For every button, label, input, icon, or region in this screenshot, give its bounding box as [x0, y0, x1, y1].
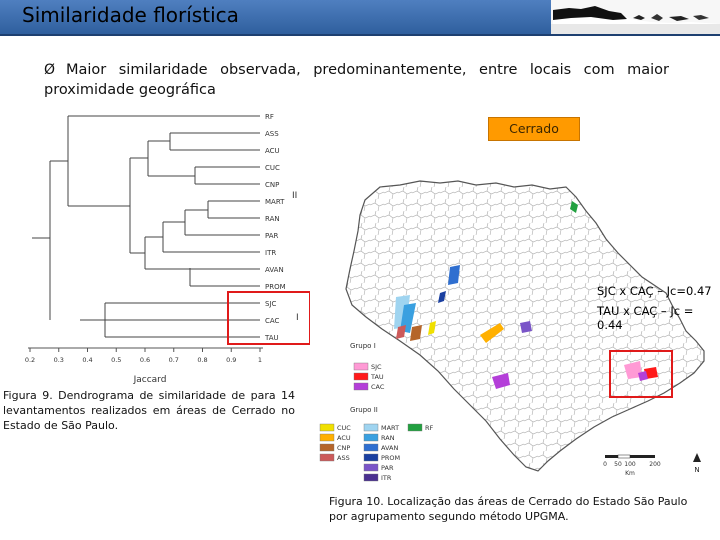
- legend-label-itr: ITR: [381, 474, 392, 482]
- leaf-label-acu: ACU: [265, 147, 280, 155]
- similarity-stat-sjc-cac: SJC x CAÇ – Jc=0.47: [597, 284, 712, 298]
- legend-label-cnp: CNP: [337, 444, 351, 452]
- group-label-ii: II: [292, 191, 298, 201]
- dendrogram-axis-ticks: [25, 348, 262, 364]
- bullet-point: [44, 60, 669, 100]
- legend-swatch-prom: [364, 454, 378, 461]
- legend-swatch-cac: [354, 383, 368, 390]
- axis-tick-label: 0.6: [139, 356, 151, 364]
- header-landscape-photo: [551, 0, 720, 34]
- leaf-label-cuc: CUC: [265, 164, 280, 172]
- scale-tick-label: 50: [614, 461, 622, 468]
- dendrogram-leaf-labels: [264, 113, 286, 342]
- legend-label-sjc: SJC: [371, 363, 382, 371]
- leaf-label-par: PAR: [265, 232, 279, 240]
- leaf-label-ran: RAN: [265, 215, 280, 223]
- leaf-label-mart: MART: [265, 198, 285, 206]
- legend-label-ass: ASS: [337, 454, 350, 462]
- leaf-label-prom: PROM: [265, 283, 286, 291]
- similarity-stat-tau-cac: TAU x CAÇ – Jc = 0.44: [597, 304, 694, 332]
- north-label: N: [694, 466, 700, 474]
- legend-swatch-itr: [364, 474, 378, 481]
- axis-tick-label: 1: [257, 356, 263, 364]
- axis-tick-label: 0.7: [168, 356, 179, 364]
- legend-label-acu: ACU: [337, 434, 351, 442]
- dendrogram-axis-label: Jaccard: [133, 375, 167, 385]
- map-legend: [320, 342, 434, 482]
- legend-label-tau: TAU: [371, 373, 384, 381]
- axis-tick-label: 0.9: [226, 356, 237, 364]
- legend-label-mart: MART: [381, 424, 400, 432]
- axis-tick-label: 0.3: [53, 356, 64, 364]
- legend-swatch-cuc: [320, 424, 334, 431]
- axis-tick-label: 0.5: [111, 356, 122, 364]
- leaf-label-rf: RF: [265, 113, 274, 121]
- leaf-label-cac: CAC: [265, 317, 280, 325]
- scale-tick-label: 0: [603, 461, 607, 468]
- figure-9-caption: Figura 9. Dendrograma de similaridade de para 14 levantamentos realizados em áreas de Cerrado no Estado de São Paulo.: [3, 389, 295, 432]
- legend-swatch-tau: [354, 373, 368, 380]
- legend-label-cac: CAC: [371, 383, 385, 391]
- dendrogram-figure: [20, 108, 310, 388]
- leaf-label-avan: AVAN: [265, 266, 284, 274]
- leaf-label-cnp: CNP: [265, 181, 280, 189]
- north-arrow-icon: [693, 453, 701, 474]
- axis-tick-label: 0.8: [197, 356, 208, 364]
- legend-swatch-mart: [364, 424, 378, 431]
- sao-paulo-map: [300, 115, 720, 490]
- legend-label-rf: RF: [425, 424, 434, 432]
- scale-unit: Km: [625, 470, 635, 477]
- leaf-label-sjc: SJC: [265, 300, 277, 308]
- legend-grupo2-title: Grupo II: [350, 406, 378, 414]
- cerrado-badge: Cerrado: [488, 117, 580, 141]
- legend-swatch-par: [364, 464, 378, 471]
- legend-label-prom: PROM: [381, 454, 401, 462]
- scale-tick-label: 200: [649, 461, 661, 468]
- legend-swatch-cnp: [320, 444, 334, 451]
- axis-tick-label: 0.2: [24, 356, 36, 364]
- header-bar: [0, 0, 720, 36]
- leaf-label-ass: ASS: [265, 130, 279, 138]
- legend-swatch-acu: [320, 434, 334, 441]
- legend-swatch-ass: [320, 454, 334, 461]
- bullet-text: Maior similaridade observada, predominantemente, entre locais com maior proximidade geográfica: [44, 62, 669, 98]
- leaf-label-tau: TAU: [265, 334, 279, 342]
- group-label-i: I: [296, 313, 299, 323]
- legend-swatch-rf: [408, 424, 422, 431]
- leaf-label-itr: ITR: [265, 249, 277, 257]
- bullet-arrow-icon: Ø: [44, 62, 56, 78]
- legend-label-par: PAR: [381, 464, 394, 472]
- axis-tick-label: 0.4: [82, 356, 93, 364]
- legend-swatch-sjc: [354, 363, 368, 370]
- legend-label-avan: AVAN: [381, 444, 399, 452]
- legend-swatch-avan: [364, 444, 378, 451]
- site-par: [520, 321, 532, 333]
- legend-label-ran: RAN: [381, 434, 395, 442]
- scale-tick-label: 100: [624, 461, 636, 468]
- legend-label-cuc: CUC: [337, 424, 351, 432]
- legend-swatch-ran: [364, 434, 378, 441]
- page-title: Similaridade florística: [22, 3, 239, 27]
- figure-10-caption: Figura 10. Localização das áreas de Cerrado do Estado São Paulo por agrupamento segundo método UPGMA.: [329, 495, 688, 523]
- legend-grupo1-title: Grupo I: [350, 342, 376, 350]
- scale-bar: [603, 455, 661, 477]
